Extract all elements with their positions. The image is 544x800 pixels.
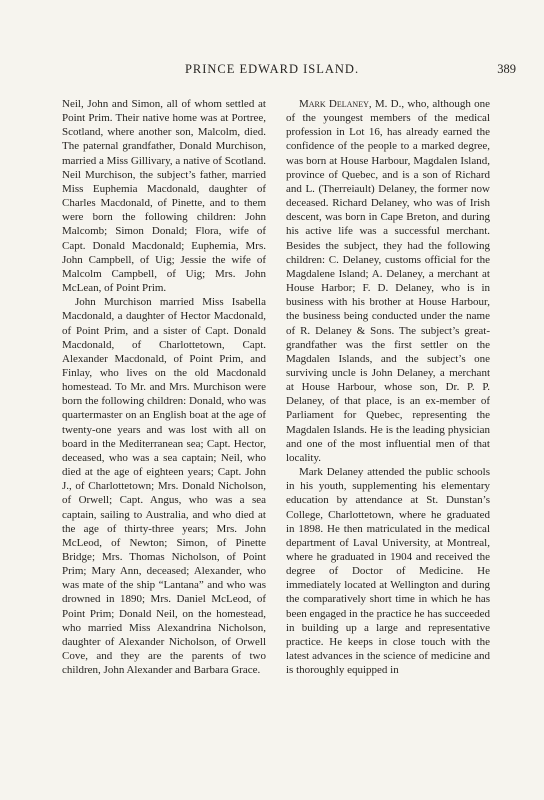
page-number: 389 xyxy=(497,62,516,76)
intro-text: who, although one of the youngest members of the medical profession in Lot 16, has already earned the confidence of the people to a marked degree, was born at House Harbour, Magdalen Island, province of Quebec, and is a son of Richard and L. (Therreiault) Delaney, the former now deceased. Richard Delaney, who was of Irish descent, was born in Cape Breton, and during his active life was a successful merchant. Besides the subject, they had the following children: C. Delaney, customs official for the Magdalene Island; A. Delaney, a merchant at House Harbor; F. D. Delaney, who is in business with his brother at House Harbour, the business being conducted under the name of R. Delaney & Sons. The subject’s great-grandfather was the first settler on the Magdalen Islands, and the subject’s one surviving uncle is John Delaney, a merchant at House Harbour, whose son, Dr. P. P. Delaney, of that place, is an ex-member of Parliament for Quebec, representing the Magdalen Islands. He is the leading physician and one of the most influential men of that locality. xyxy=(286,98,490,464)
page-header xyxy=(0,62,544,82)
left-column xyxy=(62,97,266,777)
running-title: PRINCE EDWARD ISLAND. xyxy=(184,62,360,76)
right-column xyxy=(286,97,490,777)
paragraph-murchison-family: Neil, John and Simon, all of whom settled at Point Prim. Their native home was at Portree, Scotland, where another son, Malcolm, died. The paternal grandfather, Donald Murchison, married a Miss Gillivary, a native of Scotland. Neil Murchison, the subject’s father, married Miss Euphemia Macdonald, daughter of Charles Macdonald, of Pinette, and to them were born the following children: John Malcomb; Simon Donald; Flora, wife of Capt. Donald Macdonald; Euphemia, Mrs. John Campbell, of Uig; Jessie the wife of Malcolm Campbell, of Uig; Mrs. John McLean, of Point Prim. xyxy=(62,98,266,295)
biography-subject-name: Mark Delaney, M. D., xyxy=(299,98,405,110)
paragraph-john-murchison: John Murchison married Miss Isabella Macdonald, a daughter of Hector Macdonald, of Point Prim, and a sister of Capt. Donald Macdonald, of Charlottetown, Capt. Alexander Macdonald, of Point Prim, and Finlay, who lives on the old Macdonald homestead. To Mr. and Mrs. Murchison were born the following children: Donald, who was quartermaster on an English boat at the age of twenty-one years and was lost with all on board in the Mediterranean sea; Capt. Hector, deceased, who was a sea captain; Neil, who died at the age of eighteen years; Capt. John J., of Charlottetown; Mrs. Donald Nicholson, of Orwell; Capt. Angus, who was a sea captain, sailing to Australia, and who died at the age of thirty-three years; Mrs. John McLeod, of Newton; Simon, of Pinette Bridge; Mrs. Thomas Nicholson, of Point Prim; Mary Ann, deceased; Alexander, who was mate of the ship “Lantana” and who was drowned in 1890; Mrs. Daniel McLeod, of Point Prim; Donald Neil, on the homestead, who married Miss Alexandrina Nicholson, daughter of Alexander Nicholson, of Orwell Cove, and they are the parents of two children, John Alexander and Barbara Grace. xyxy=(62,296,266,677)
paragraph-mark-delaney-education: Mark Delaney attended the public schools in his youth, supplementing his elementary education by attendance at St. Dunstan’s College, Charlottetown, where he graduated in 1898. He then matriculated in the medical department of Laval University, at Montreal, where he graduated in 1904 and received the degree of Doctor of Medicine. He immediately located at Wellington and during the comparatively short time in which he has been engaged in the practice he has succeeded in building up a large and representative practice. He keeps in close touch with the latest advances in the science of medicine and is thoroughly equipped in xyxy=(286,466,490,677)
paragraph-mark-delaney-intro xyxy=(286,97,490,465)
